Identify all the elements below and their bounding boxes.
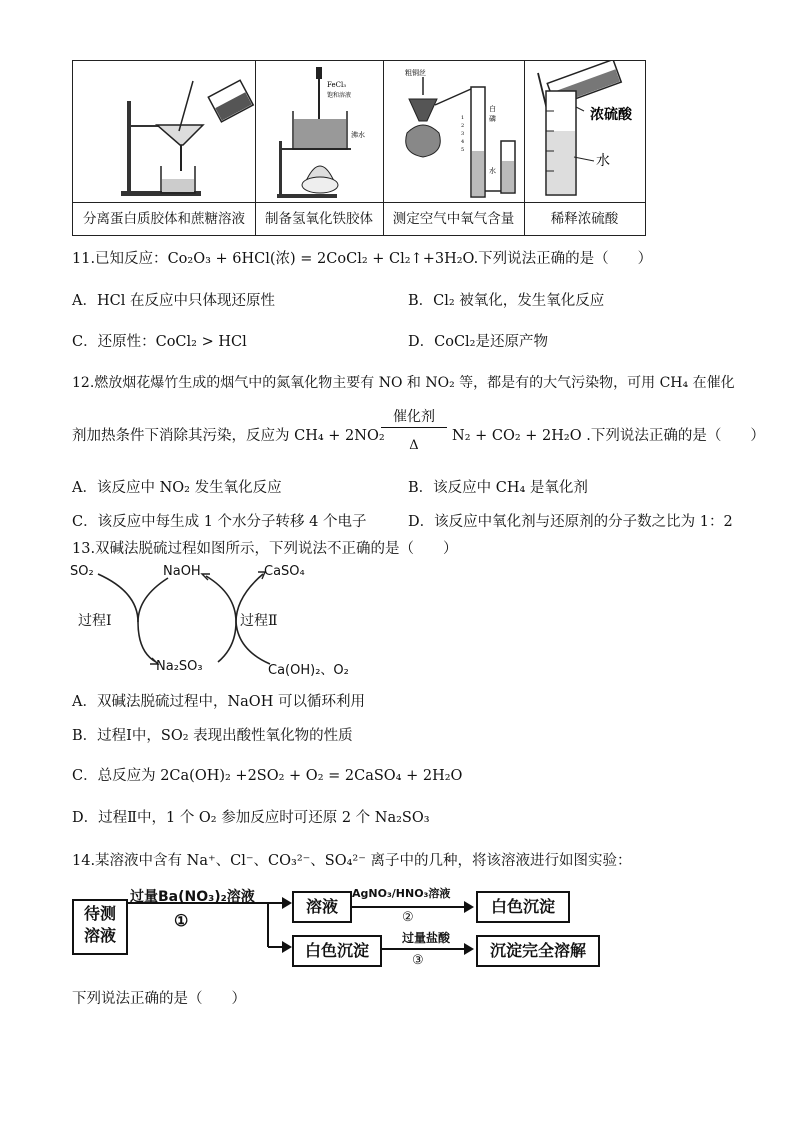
caption-colloid: 制备氢氧化铁胶体 <box>265 211 373 227</box>
q14-followup: 下列说法正确的是（ ） <box>72 991 246 1007</box>
q13-option-c: C．总反应为 2Ca(OH)₂ +2SO₂ + O₂ = 2CaSO₄ + 2H₂O <box>72 768 463 784</box>
svg-text:水: 水 <box>596 153 610 169</box>
q13-cycle-diagram <box>68 562 368 682</box>
svg-text:粗铜丝: 粗铜丝 <box>405 69 426 77</box>
apparatus-figure-table <box>72 60 646 236</box>
caption-oxygen: 测定空气中氧气含量 <box>392 211 515 227</box>
flow-start-line1: 待测 <box>83 904 116 923</box>
flow-step1-number: ① <box>174 911 189 930</box>
flow-start-line2: 溶液 <box>83 926 116 945</box>
q12-option-c: C．该反应中每生成 1 个水分子转移 4 个电子 <box>72 514 367 530</box>
q11-option-c: C．还原性：CoCl₂ > HCl <box>72 334 247 350</box>
flow-step3-reagent: 过量盐酸 <box>402 931 451 945</box>
q11-option-a: A．HCl 在反应中只体现还原性 <box>72 293 275 309</box>
svg-text:2: 2 <box>461 123 465 129</box>
q13-label-process1: 过程Ⅰ <box>78 613 112 629</box>
q11-option-b: B．Cl₂ 被氧化，发生氧化反应 <box>408 293 605 309</box>
svg-text:5: 5 <box>461 147 465 153</box>
svg-text:4: 4 <box>461 139 465 145</box>
q13-stem: 13.双碱法脱硫过程如图所示，下列说法不正确的是（ ） <box>72 541 458 557</box>
flow-ppt-dissolved-box: 沉淀完全溶解 <box>476 935 600 967</box>
q13-label-na2so3: Na₂SO₃ <box>156 659 203 674</box>
flow-step1-reagent: 过量Ba(NO₃)₂溶液 <box>130 889 255 905</box>
q12-option-b: B．该反应中 CH₄ 是氧化剂 <box>408 480 588 496</box>
svg-text:沸水: 沸水 <box>351 131 365 139</box>
flow-step2-reagent: AgNO₃/HNO₃溶液 <box>352 887 451 900</box>
figure-cell-oxygen <box>383 61 525 235</box>
q12-stem-line2-suffix: N₂ + CO₂ + 2H₂O .下列说法正确的是（ ） <box>452 428 765 444</box>
q13-label-so2: SO₂ <box>70 564 94 579</box>
q13-label-naoh: NaOH <box>163 564 201 579</box>
q14-flowchart <box>72 885 612 970</box>
q11-option-d: D．CoCl₂是还原产物 <box>408 334 548 350</box>
oxygen-apparatus-image <box>383 61 524 203</box>
flow-step3-number: ③ <box>412 953 424 968</box>
q12-catalyst-label: 催化剂 <box>393 409 435 425</box>
svg-text:1: 1 <box>461 115 465 121</box>
q11-prefix: 11.已知反应： <box>72 251 168 267</box>
figure-cell-colloid <box>255 61 384 235</box>
dilution-apparatus-image <box>524 61 645 203</box>
q13-label-process2: 过程Ⅱ <box>240 613 278 629</box>
svg-text:3: 3 <box>461 131 465 137</box>
q11-suffix: .下列说法正确的是（ ） <box>473 251 653 267</box>
q11-equation: Co₂O₃ + 6HCl(浓) = 2CoCl₂ + Cl₂↑+3H₂O <box>167 251 474 267</box>
svg-text:浓硫酸: 浓硫酸 <box>590 107 632 123</box>
figure-cell-dilute <box>524 61 645 235</box>
svg-text:白: 白 <box>489 105 496 113</box>
q13-option-b: B．过程Ⅰ中，SO₂ 表现出酸性氧化物的性质 <box>72 728 353 744</box>
flow-solution-box: 溶液 <box>292 891 352 923</box>
flow-start-box <box>72 899 128 955</box>
colloid-apparatus-image <box>255 61 383 203</box>
svg-text:水: 水 <box>489 167 496 175</box>
svg-text:磷: 磷 <box>489 115 496 123</box>
q12-reaction-arrow <box>381 427 447 428</box>
q13-option-d: D．过程Ⅱ中，1 个 O₂ 参加反应时可还原 2 个 Na₂SO₃ <box>72 810 430 826</box>
q14-stem: 14.某溶液中含有 Na⁺、Cl⁻、CO₃²⁻、SO₄²⁻ 离子中的几种，将该溶液进行如图实验： <box>72 853 632 869</box>
flow-result-white-ppt-box: 白色沉淀 <box>476 891 570 923</box>
q12-option-a: A．该反应中 NO₂ 发生氧化反应 <box>72 480 282 496</box>
caption-dilute: 稀释浓硫酸 <box>550 211 619 227</box>
svg-text:FeCl₃: FeCl₃ <box>327 81 347 89</box>
figure-cell-dialysis <box>73 61 256 235</box>
caption-dialysis: 分离蛋白质胶体和蔗糖溶液 <box>83 211 245 227</box>
q12-stem-line1: 12.燃放烟花爆竹生成的烟气中的氮氧化物主要有 NO 和 NO₂ 等，都是有的大气污染物，可用 CH₄ 在催化 <box>72 375 735 391</box>
svg-text:饱和溶液: 饱和溶液 <box>327 92 352 99</box>
filtration-apparatus-image <box>73 61 255 203</box>
q13-label-caoh2-o2: Ca(OH)₂、O₂ <box>268 663 349 678</box>
flow-step2-number: ② <box>402 910 414 925</box>
q13-option-a: A．双碱法脱硫过程中，NaOH 可以循环利用 <box>72 694 365 710</box>
q12-heat-symbol: Δ <box>409 438 419 453</box>
q11-stem <box>72 247 652 268</box>
q12-stem-line2-prefix: 剂加热条件下消除其污染，反应为 CH₄ + 2NO₂ <box>72 428 385 444</box>
flow-white-ppt-box: 白色沉淀 <box>292 935 382 967</box>
q12-option-d: D．该反应中氧化剂与还原剂的分子数之比为 1：2 <box>408 514 733 530</box>
q13-label-caso4: CaSO₄ <box>264 564 305 579</box>
